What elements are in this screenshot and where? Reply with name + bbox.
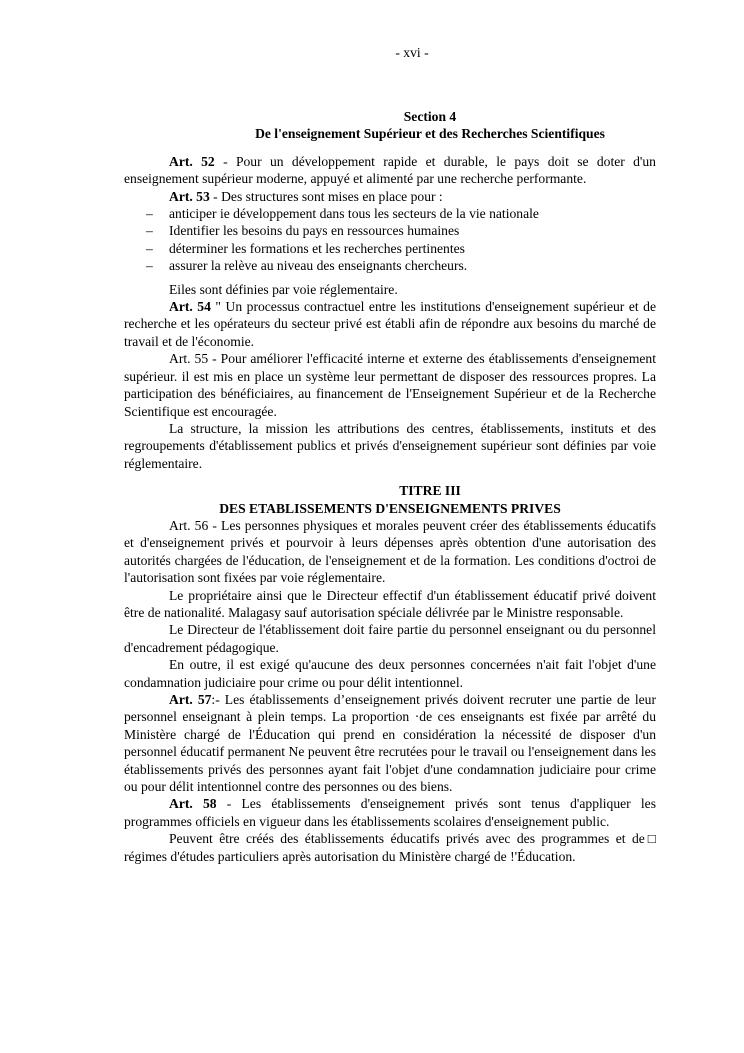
article-55: Art. 55 - Pour améliorer l'efficacité interne et externe des établissements d'enseignement supérieur. il est mis en place un système leur permettant de disposer des ressources propres. La participation des bénéficiaires, au financement de l'Enseignement Supérieur et de la Recherche Scientifique est encouragée. <box>124 351 656 419</box>
list-item: – assurer la relève au niveau des enseignants chercheurs. <box>146 258 468 274</box>
article-52 <box>124 153 656 188</box>
titre-number: TITRE III <box>399 483 461 499</box>
article-57-label: Art. 57 <box>169 692 212 707</box>
article-57 <box>124 691 656 795</box>
article-54-text: " Un processus contractuel entre les institutions d'enseignement supérieur et de recherche et les opérateurs du secteur privé est établi afin de répondre aux besoins du marché de travail et de l'économie. <box>124 299 656 349</box>
section-title: De l'enseignement Supérieur et des Recherches Scientifiques <box>255 126 605 142</box>
article-52-text: - Pour un développement rapide et durable, le pays doit se doter d'un enseignement supérieur moderne, appuyé et alimenté par une recherche performante. <box>124 153 656 187</box>
article-53-label: Art. 53 <box>169 188 210 204</box>
article-56: Art. 56 - Les personnes physiques et morales peuvent créer des établissements éducatifs et d'enseignement privés et pourvoir à leurs dépenses après obtention d'une autorisation des autorités chargées de l'éducation, de l'enseignement et de la formation. Les conditions d'octroi de l'autorisation sont fixées par voie réglementaire. <box>124 517 656 586</box>
article-57-text: :- Les établissements d’enseignement privés doivent recruter une partie de leur personnel enseignant à plein temps. La proportion ·de ces enseignants est fixée par arrêté du Ministère chargé de l'Éducation qui prend en considération la nécessité de disposer d'un personnel éducatif permanent Ne peuvent être recrutées pour le travail ou l'enseignement dans les établissements privés des personnes ayant fait l'objet d'une condamnation judiciaire pour crime ou pour délit intentionnel contre des personnes ou des biens. <box>124 692 656 795</box>
article-56-paragraph-2: Le propriétaire ainsi que le Directeur effectif d'un établissement éducatif privé doivent être de nationalité. Malagasy sauf autorisation spéciale délivrée par le Ministre responsable. <box>124 587 656 620</box>
section-number: Section 4 <box>403 109 457 124</box>
article-58-text: - Les établissements d'enseignement privés sont tenus d'appliquer les programmes officiels en vigueur dans les établissements scolaires d'enseignement public. <box>124 796 656 829</box>
article-55-structure: La structure, la mission les attributions des centres, établissements, instituts et des regroupements d'établissement publics et privés d'enseignement supérieur sont définies par voie réglementaire. <box>124 420 656 471</box>
list-item: – Identifier les besoins du pays en ressources humaines <box>146 223 460 239</box>
article-58-paragraph-2: Peuvent être créés des établissements éducatifs privés avec des programmes et de□ régimes d'études particuliers après autorisation du Ministère chargé de !'Éducation. <box>124 831 656 864</box>
page-content <box>124 108 656 865</box>
dash-bullet: – <box>146 206 153 222</box>
article-53-list <box>124 205 656 275</box>
article-53-closing: Eiles sont définies par voie réglementaire. <box>169 281 398 297</box>
titre-title: DES ETABLISSEMENTS D'ENSEIGNEMENTS PRIVES <box>219 500 561 516</box>
list-item: – déterminer les formations et les recherches pertinentes <box>146 240 465 256</box>
list-item: – anticiper ie développement dans tous les secteurs de la vie nationale <box>146 206 539 222</box>
article-56-paragraph-3: Le Directeur de l'établissement doit faire partie du personnel enseignant ou du personnel d'encadrement pédagogique. <box>124 622 656 655</box>
article-54 <box>124 298 656 350</box>
dash-bullet: – <box>146 258 153 274</box>
article-54-label: Art. 54 <box>169 299 211 315</box>
article-56-paragraph-4: En outre, il est exigé qu'aucune des deux personnes concernées n'ait fait l'objet d'une condamnation judiciaire pour crime ou pour délit intentionnel. <box>124 657 656 690</box>
article-58-label: Art. 58 <box>169 796 217 812</box>
article-53 <box>124 188 656 205</box>
dash-bullet: – <box>146 223 153 239</box>
article-52-label: Art. 52 <box>169 153 215 169</box>
article-53-text: - Des structures sont mises en place pour : <box>209 188 443 204</box>
page-number: - xvi - <box>395 45 429 60</box>
article-58 <box>124 795 656 830</box>
dash-bullet: – <box>146 240 153 256</box>
